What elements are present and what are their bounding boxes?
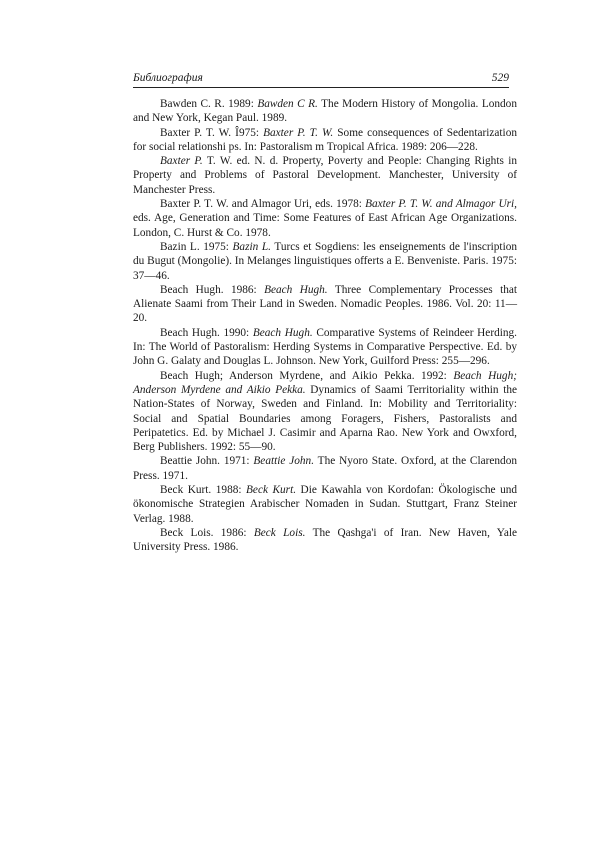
entry-italic-author: Beach Hugh; Anderson Myrdene and Aikio Pekka. xyxy=(133,369,517,396)
entry-title: Die Kawahla von Kordofan: Ökologische und ökonomische Strategien Arabischer Nomaden in Sudan. Stuttgart, Franz Steiner Verlag. 1988. xyxy=(133,484,518,525)
entry-italic-author: Beach Hugh. xyxy=(264,283,328,296)
entry-title: Dynamics of Saami Territoriality within the Nation-States of Norway, Sweden and Finland. In: Mobility and Territoriality: Social and Spatial Boundaries among Foragers, Fishers, Pastoralists and Peripatetics. Ed. by Michael J. Casimir and Aparna Rao. New York and Owxford, Berg Publishers. 1992: 55—90. xyxy=(133,383,517,454)
entry-citation: Beach Hugh. 1986: xyxy=(160,283,265,296)
bibliography-entry xyxy=(133,283,517,326)
bibliography-entry xyxy=(133,97,517,126)
entry-title: Turcs et Sogdiens: les enseignements de l'inscription du Bugut (Mongolie). In Melanges linguistiques offerts a E. Benveniste. Paris. 1975: 37—46. xyxy=(133,240,518,282)
entry-citation: Baxter P. T. W. and Almagor Uri, eds. 1978: xyxy=(160,198,366,211)
bibliography-entry xyxy=(133,454,517,483)
entry-citation: Beattie John. 1971: xyxy=(160,455,254,468)
entry-title: eds. Age, Generation and Time: Some Features of East African Age Organizations. London, C. Hurst & Co. 1978. xyxy=(133,212,517,239)
bibliography-entry xyxy=(133,526,517,555)
bibliography-entry xyxy=(133,197,517,240)
entry-citation: Bawden C. R. 1989: xyxy=(160,98,258,110)
bibliography-entry xyxy=(133,240,517,283)
entry-citation: Beach Hugh. 1990: xyxy=(160,326,253,339)
page-number: 529 xyxy=(491,72,509,84)
entry-title: Comparative Systems of Reindeer Herding. In: The World of Pastoralism: Herding Systems in Comparative Perspective. Ed. by John G. Galaty and Douglas L. Johnson. New York, Guilford Press: 255—296. xyxy=(133,326,517,368)
entry-citation: Baxter P. T. W. Î975: xyxy=(160,126,264,139)
bibliography-entry xyxy=(133,483,517,526)
entry-title: Three Complementary Processes that Alienate Saami from Their Land in Sweden. Nomadic Peoples. 1986. Vol. 20: 11—20. xyxy=(133,283,518,325)
entry-italic-author: Beck Kurt. xyxy=(246,484,297,497)
entry-citation: Beck Kurt. 1988: xyxy=(160,484,247,497)
entry-citation: Bazin L. 1975: xyxy=(160,240,233,253)
running-title: Библиография xyxy=(133,72,203,84)
entry-italic-author: Baxter P. T. W. and Almagor Uri, xyxy=(365,198,517,211)
entry-title: The Modern History of Mongolia. London and New York, Kegan Paul. 1989. xyxy=(133,98,517,125)
entry-italic-author: Beach Hugh. xyxy=(252,326,313,339)
bibliography-entry xyxy=(133,154,517,197)
page-header xyxy=(133,70,509,88)
entry-italic-author: Baxter P. T. W. xyxy=(263,126,334,139)
entry-citation: Beach Hugh; Anderson Myrdene, and Aikio Pekka. 1992: xyxy=(160,369,454,382)
entry-title: Some consequences of Sedentarization for social relationshi ps. In: Pastoralism m Tropical Africa. 1989: 206—228. xyxy=(133,126,517,153)
entry-title: The Qashga'i of Iran. New Haven, Yale University Press. 1986. xyxy=(133,526,518,554)
entry-italic-author: Beattie John. xyxy=(253,455,315,468)
entry-italic-author: Baxter P. xyxy=(160,155,203,168)
bibliography-entry xyxy=(133,326,517,369)
bibliography-list xyxy=(133,97,517,555)
bibliography-entry xyxy=(133,369,517,455)
bibliography-entry xyxy=(133,126,517,155)
entry-title: The Nyoro State. Oxford, at the Clarendon Press. 1971. xyxy=(133,455,517,482)
entry-citation: Beck Lois. 1986: xyxy=(160,526,254,539)
entry-italic-author: Beck Lois. xyxy=(253,526,306,539)
entry-italic-author: Bazin L. xyxy=(232,240,271,253)
entry-title: T. W. ed. N. d. Property, Poverty and People: Changing Rights in Property and Problems of Pastoral Development. Manchester, University of Manchester Press. xyxy=(133,155,517,196)
entry-italic-author: Bawden C R. xyxy=(257,98,318,110)
